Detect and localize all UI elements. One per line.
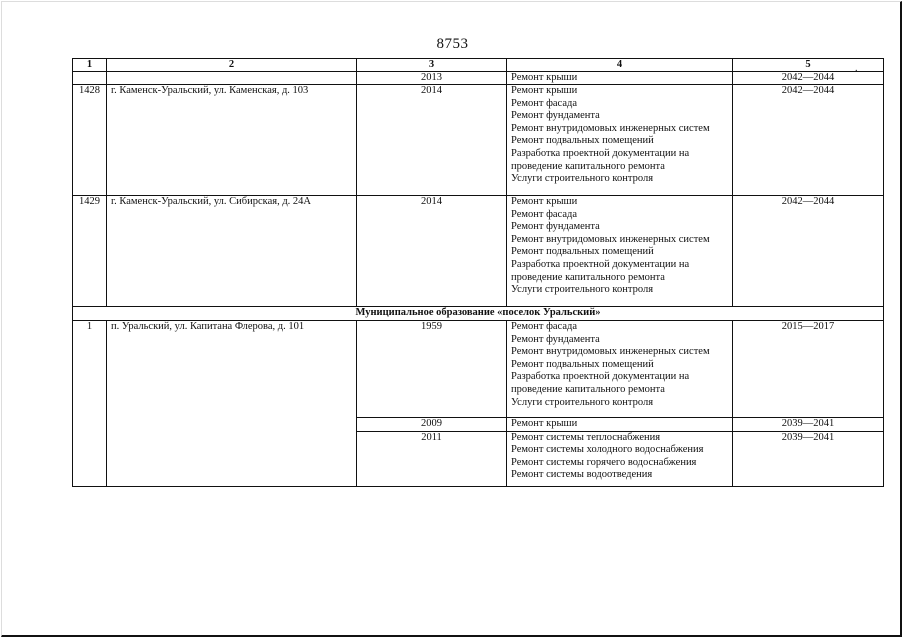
work-item: Ремонт фундамента — [511, 333, 600, 345]
header-col-2: 2 — [107, 59, 357, 72]
row-works — [507, 85, 733, 196]
row-works — [507, 196, 733, 307]
work-item: Ремонт подвальных помещений — [511, 246, 654, 258]
row-address — [107, 72, 357, 85]
row-works — [507, 72, 733, 85]
table-row — [73, 72, 884, 85]
work-item: Ремонт фасада — [511, 97, 578, 109]
row-year: 2009 — [357, 418, 507, 432]
row-works — [507, 418, 733, 432]
page-number: 8753 — [436, 36, 469, 52]
work-item: Ремонт фасада — [511, 321, 578, 332]
row-period: 2042—2044 — [733, 72, 884, 85]
header-col-4: 4 — [507, 59, 733, 72]
header-row — [73, 59, 884, 72]
work-item: Ремонт крыши — [511, 72, 578, 83]
header-col-5: 5 — [733, 59, 884, 72]
work-item: проведение капитального ремонта — [511, 383, 665, 395]
work-item: Ремонт фундамента — [511, 221, 600, 233]
row-period: 2039—2041 — [733, 431, 884, 486]
work-item: Ремонт фасада — [511, 208, 578, 220]
work-item: Ремонт подвальных помещений — [511, 358, 654, 370]
work-item: Ремонт фундамента — [511, 110, 600, 122]
table-row — [73, 85, 884, 196]
work-item: Ремонт внутридомовых инженерных систем — [511, 233, 710, 245]
repair-schedule-table — [72, 58, 884, 487]
row-works — [507, 431, 733, 486]
row-period: 2015—2017 — [733, 321, 884, 418]
row-year: 1959 — [357, 321, 507, 418]
work-item: Разработка проектной документации на — [511, 147, 690, 159]
row-number: 1428 — [73, 85, 107, 196]
work-item: Ремонт крыши — [511, 196, 578, 207]
section-title: Муниципальное образование «поселок Уральский» — [73, 307, 884, 321]
row-year: 2013 — [357, 72, 507, 85]
work-item: Ремонт системы холодного водоснабжения — [511, 444, 704, 456]
work-item: Ремонт крыши — [511, 418, 578, 429]
row-year: 2014 — [357, 196, 507, 307]
work-item: Ремонт системы горячего водоснабжения — [511, 456, 697, 468]
row-address: г. Каменск-Уральский, ул. Сибирская, д. 24А — [107, 196, 357, 307]
table-row — [73, 321, 884, 418]
header-col-3: 3 — [357, 59, 507, 72]
work-item: Услуги строительного контроля — [511, 396, 654, 408]
row-number: 1429 — [73, 196, 107, 307]
row-year: 2011 — [357, 431, 507, 486]
row-period: 2042—2044 — [733, 196, 884, 307]
section-header-row — [73, 307, 884, 321]
row-number — [73, 72, 107, 85]
work-item: Ремонт системы теплоснабжения — [511, 431, 661, 443]
row-year: 2014 — [357, 85, 507, 196]
work-item: проведение капитального ремонта — [511, 271, 665, 283]
work-item: Услуги строительного контроля — [511, 173, 654, 185]
work-item: Разработка проектной документации на — [511, 258, 690, 270]
row-number: 1 — [73, 321, 107, 487]
work-item: Ремонт внутридомовых инженерных систем — [511, 122, 710, 134]
work-item: Ремонт системы водоотведения — [511, 469, 653, 481]
work-item: проведение капитального ремонта — [511, 160, 665, 172]
row-works — [507, 321, 733, 418]
row-address: п. Уральский, ул. Капитана Флерова, д. 101 — [107, 321, 357, 487]
work-item: Услуги строительного контроля — [511, 284, 654, 296]
row-address: г. Каменск-Уральский, ул. Каменская, д. 103 — [107, 85, 357, 196]
work-item: Ремонт подвальных помещений — [511, 135, 654, 147]
work-item: Ремонт крыши — [511, 85, 578, 96]
table-row — [73, 196, 884, 307]
work-item: Разработка проектной документации на — [511, 371, 690, 383]
header-col-1: 1 — [73, 59, 107, 72]
row-period: 2039—2041 — [733, 418, 884, 432]
row-period: 2042—2044 — [733, 85, 884, 196]
stray-mark: . — [855, 63, 858, 74]
work-item: Ремонт внутридомовых инженерных систем — [511, 346, 710, 358]
